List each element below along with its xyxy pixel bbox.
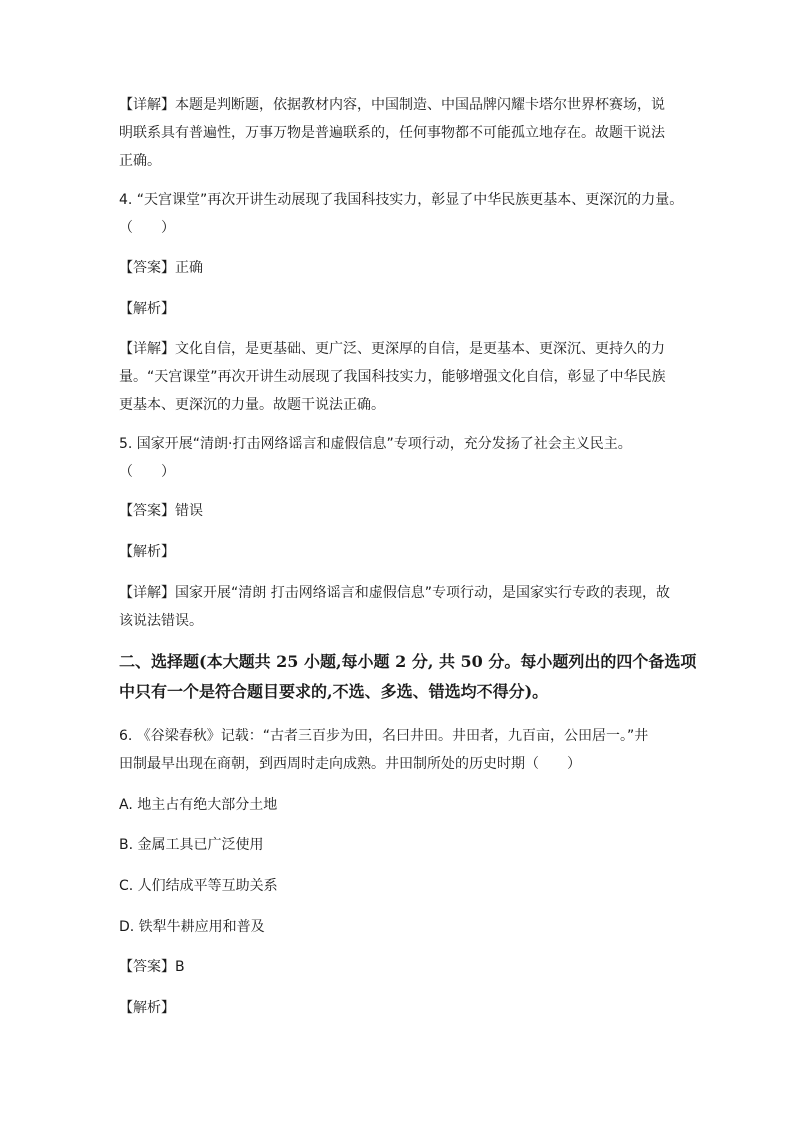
text-line: 4. “天宫课堂”再次开讲生动展现了我国科技实力，彰显了中华民族更基本、更深沉的力量。	[119, 192, 684, 208]
text-line: 5. 国家开展“清朗·打击网络谣言和虚假信息”专项行动，充分发扬了社会主义民主。	[119, 436, 632, 452]
text-line: 【解析】	[119, 301, 175, 317]
text-line: 【答案】正确	[119, 260, 203, 276]
text-line: 【解析】	[119, 1000, 175, 1016]
text-line: 【答案】错误	[119, 503, 203, 519]
text-line: 【详解】国家开展“清朗 打击网络谣言和虚假信息”专项行动，是国家实行专政的表现，故	[119, 585, 670, 601]
text-line: 【详解】本题是判断题，依据教材内容，中国制造、中国品牌闪耀卡塔尔世界杯赛场，说	[119, 97, 665, 113]
text-line: 【答案】B	[119, 959, 185, 975]
explanation-q4	[119, 335, 679, 419]
text-line: 田制最早出现在商朝，到西周时走向成熟。井田制所处的历史时期（ ）	[119, 756, 581, 772]
text-line: 明联系具有普遍性，万事万物是普遍联系的，任何事物都不可能孤立地存在。故题干说法	[119, 125, 665, 141]
answer-q4	[119, 254, 679, 282]
option-c	[119, 872, 679, 900]
heading-line: 二、选择题(本大题共 25 小题,每小题 2 分, 共 50 分。每小题列出的四个备选项	[119, 652, 697, 671]
text-line: 【详解】文化自信，是更基础、更广泛、更深厚的自信，是更基本、更深沉、更持久的力	[119, 341, 665, 357]
text-line: 正确。	[119, 153, 161, 169]
text-line: 6. 《谷梁春秋》记载：“古者三百步为田，名曰井田。井田者，九百亩，公田居一。”井	[119, 728, 649, 744]
analysis-label-q5	[119, 538, 679, 566]
option-text: B. 金属工具已广泛使用	[119, 837, 264, 853]
explanation-q5	[119, 579, 679, 635]
question-5	[119, 430, 679, 486]
answer-q6	[119, 953, 679, 981]
text-line: 更基本、更深沉的力量。故题干说法正确。	[119, 397, 385, 413]
option-text: D. 铁犁牛耕应用和普及	[119, 919, 265, 935]
option-a	[119, 791, 679, 819]
analysis-label-q4	[119, 295, 679, 323]
question-4	[119, 186, 684, 242]
question-6	[119, 722, 679, 778]
text-line: 【解析】	[119, 544, 175, 560]
option-b	[119, 831, 679, 859]
option-text: C. 人们结成平等互助关系	[119, 878, 278, 894]
text-line: 量。“天宫课堂”再次开讲生动展现了我国科技实力，能够增强文化自信，彰显了中华民族	[119, 369, 666, 385]
text-line: （ ）	[119, 220, 175, 236]
analysis-label-q6	[119, 994, 679, 1022]
explanation-q3	[119, 91, 679, 175]
option-text: A. 地主占有绝大部分土地	[119, 797, 278, 813]
heading-line: 中只有一个是符合题目要求的,不选、多选、错选均不得分)。	[119, 682, 549, 701]
text-line: 该说法错误。	[119, 613, 203, 629]
answer-q5	[119, 497, 679, 525]
option-d	[119, 913, 679, 941]
section-heading	[119, 647, 697, 707]
text-line: （ ）	[119, 464, 175, 480]
